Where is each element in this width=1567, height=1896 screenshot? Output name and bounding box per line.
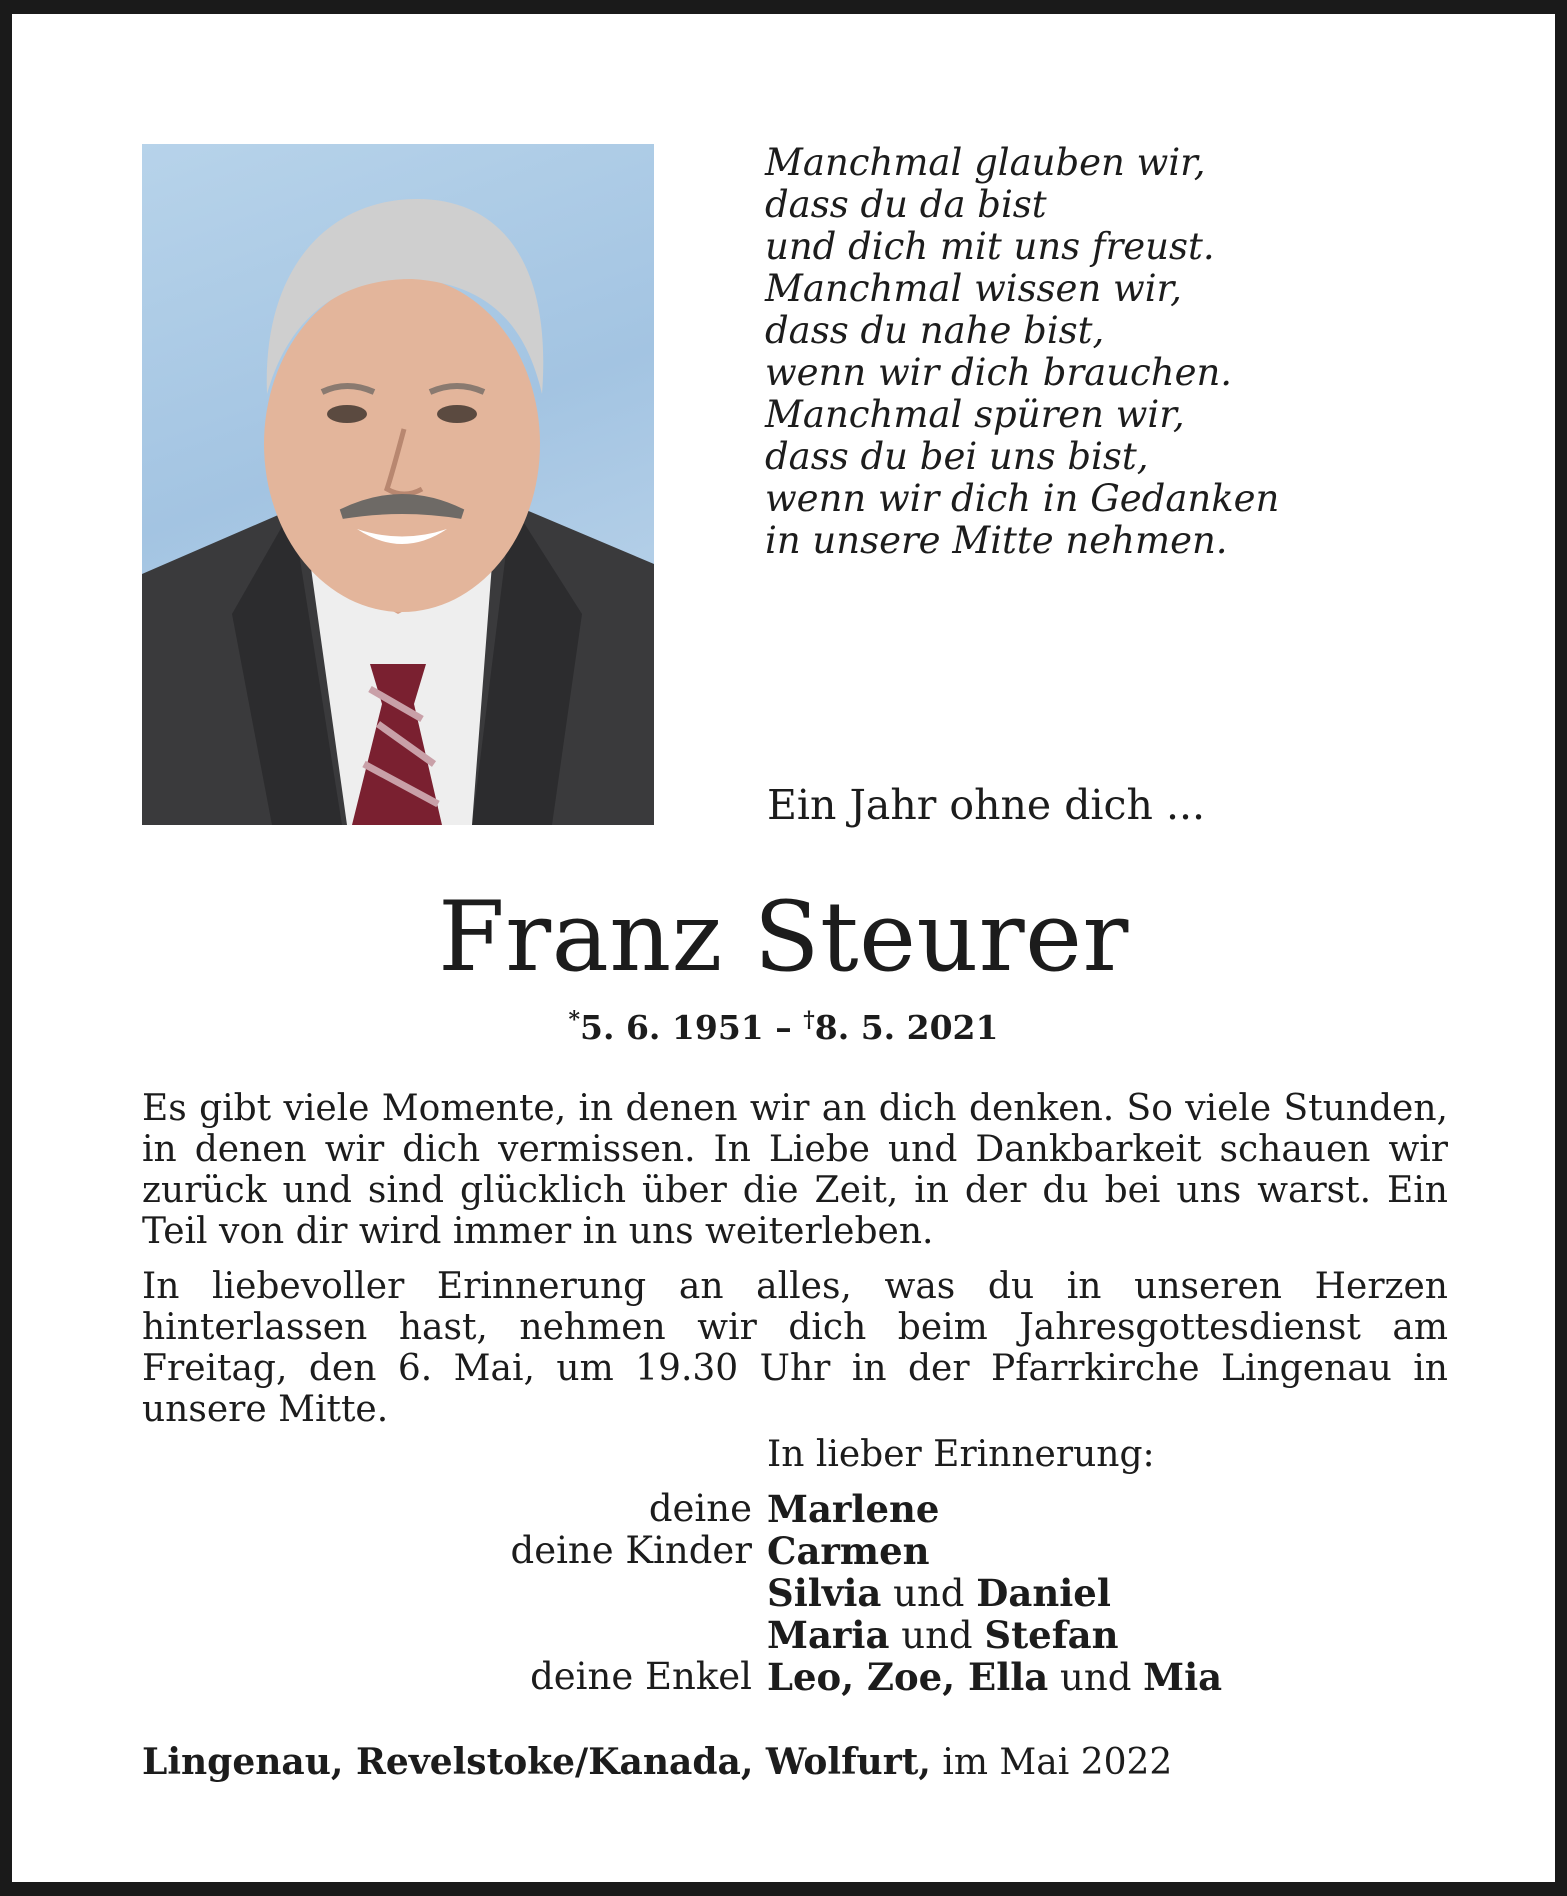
poem-line: und dich mit uns freust. [765, 225, 1215, 268]
connector: und [901, 1614, 973, 1657]
connector: und [1060, 1656, 1132, 1699]
family-row [12, 1571, 1567, 1613]
family-name: Carmen [767, 1529, 930, 1573]
family-name: Silvia [767, 1571, 882, 1615]
family-name: Daniel [976, 1571, 1111, 1615]
family-names [767, 1655, 1222, 1699]
footer [142, 1741, 1172, 1783]
relation-label: deine Enkel [530, 1655, 752, 1698]
poem-line: wenn wir dich brauchen. [765, 351, 1233, 394]
poem-line: dass du nahe bist, [765, 309, 1105, 352]
poem-line: Manchmal spüren wir, [765, 393, 1185, 436]
poem-line: dass du da bist [765, 183, 1047, 226]
connector: und [893, 1572, 965, 1615]
birth-date: 5. 6. 1951 [580, 1008, 764, 1047]
service-paragraph: In liebevoller Erinnerung an alles, was du in unseren Herzen hinterlassen hast, nehmen wir dich beim Jahresgottesdienst am Freitag, den 6. Mai, um 19.30 Uhr in der Pfarrkirche Lingenau in unsere Mitte. [142, 1266, 1448, 1430]
poem-line: in unsere Mitte nehmen. [765, 519, 1228, 562]
family-name: Leo, Zoe, Ella [767, 1655, 1049, 1699]
family-names [767, 1571, 1111, 1615]
death-date: 8. 5. 2021 [814, 1008, 999, 1047]
poem-line: dass du bei uns bist, [765, 435, 1149, 478]
deceased-name: Franz Steurer [438, 881, 1129, 993]
family-names [767, 1487, 939, 1531]
family-name: Stefan [984, 1613, 1119, 1657]
footer-date: im Mai 2022 [942, 1742, 1173, 1783]
signoff: In lieber Erinnerung: [767, 1434, 1155, 1475]
family-row [12, 1529, 1567, 1571]
family-row [12, 1655, 1567, 1697]
birth-symbol: * [568, 1007, 581, 1033]
relation-label: deine [648, 1487, 752, 1530]
death-symbol: † [803, 1007, 815, 1033]
family-names [767, 1529, 930, 1573]
family-name: Mia [1143, 1655, 1223, 1699]
poem-line: wenn wir dich in Gedanken [765, 477, 1280, 520]
life-dates [12, 1007, 1555, 1047]
relation-label: deine Kinder [510, 1529, 752, 1572]
tagline: Ein Jahr ohne dich ... [767, 781, 1206, 829]
memorial-paragraph: Es gibt viele Momente, in denen wir an dich denken. So viele Stunden, in denen wir dich vermissen. In Liebe und Dankbarkeit schauen wir zurück und sind glücklich über die Zeit, in der du bei uns warst. Ein Teil von dir wird immer in uns weiterleben. [142, 1088, 1448, 1252]
family-names [767, 1613, 1119, 1657]
poem-line: Manchmal wissen wir, [765, 267, 1182, 310]
family-name: Marlene [767, 1487, 940, 1531]
date-separator: – [763, 1008, 804, 1047]
poem [765, 142, 1385, 562]
family-row [12, 1613, 1567, 1655]
portrait-photo [142, 144, 654, 825]
poem-line: Manchmal glauben wir, [765, 141, 1206, 184]
family-row [12, 1487, 1567, 1529]
family-name: Maria [767, 1613, 890, 1657]
portrait-illustration [142, 144, 654, 825]
footer-places: Lingenau, Revelstoke/Kanada, Wolfurt, [142, 1741, 931, 1783]
family-list [12, 1487, 1567, 1697]
